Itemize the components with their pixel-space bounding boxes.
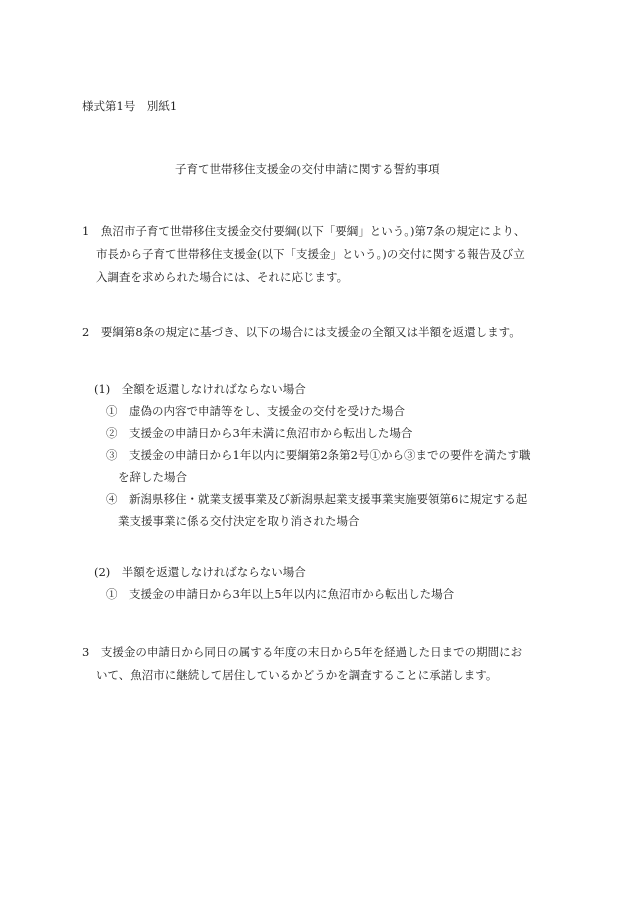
full-refund-item-4: ④ 新潟県移住・就業支援事業及び新潟県起業支援事業実施要領第6に規定する起	[106, 492, 528, 506]
full-refund-heading: (1) 全額を返還しなければならない場合	[94, 382, 306, 396]
half-refund-heading: (2) 半額を返還しなければならない場合	[94, 565, 306, 579]
section-1-line-3: 入調査を求められた場合には、それに応じます。	[96, 270, 349, 284]
half-refund-item-1: ① 支援金の申請日から3年以上5年以内に魚沼市から転出した場合	[106, 587, 455, 601]
form-label: 様式第1号 別紙1	[82, 99, 178, 113]
section-3-line-1: 3 支援金の申請日から同日の属する年度の末日から5年を経過した日までの期間にお	[82, 645, 523, 659]
full-refund-item-2: ② 支援金の申請日から3年未満に魚沼市から転出した場合	[106, 426, 413, 440]
full-refund-item-1: ① 虚偽の内容で申請等をし、支援金の交付を受けた場合	[106, 404, 405, 418]
full-refund-item-3-continued: を辞した場合	[118, 470, 187, 484]
section-3-line-2: いて、魚沼市に継続して居住しているかどうかを調査することに承諾します。	[96, 668, 498, 682]
section-1-line-2: 市長から子育て世帯移住支援金(以下「支援金」という。)の交付に関する報告及び立	[96, 247, 525, 261]
full-refund-item-3: ③ 支援金の申請日から1年以内に要綱第2条第2号①から③までの要件を満たす職	[106, 448, 531, 462]
full-refund-item-4-continued: 業支援事業に係る交付決定を取り消された場合	[118, 514, 360, 528]
document-title: 子育て世帯移住支援金の交付申請に関する誓約事項	[175, 162, 440, 176]
section-1-line-1: 1 魚沼市子育て世帯移住支援金交付要綱(以下「要綱」という。)第7条の規定により、	[82, 224, 526, 238]
section-2-intro: 2 要綱第8条の規定に基づき、以下の場合には支援金の全額又は半額を返還します。	[82, 325, 521, 339]
